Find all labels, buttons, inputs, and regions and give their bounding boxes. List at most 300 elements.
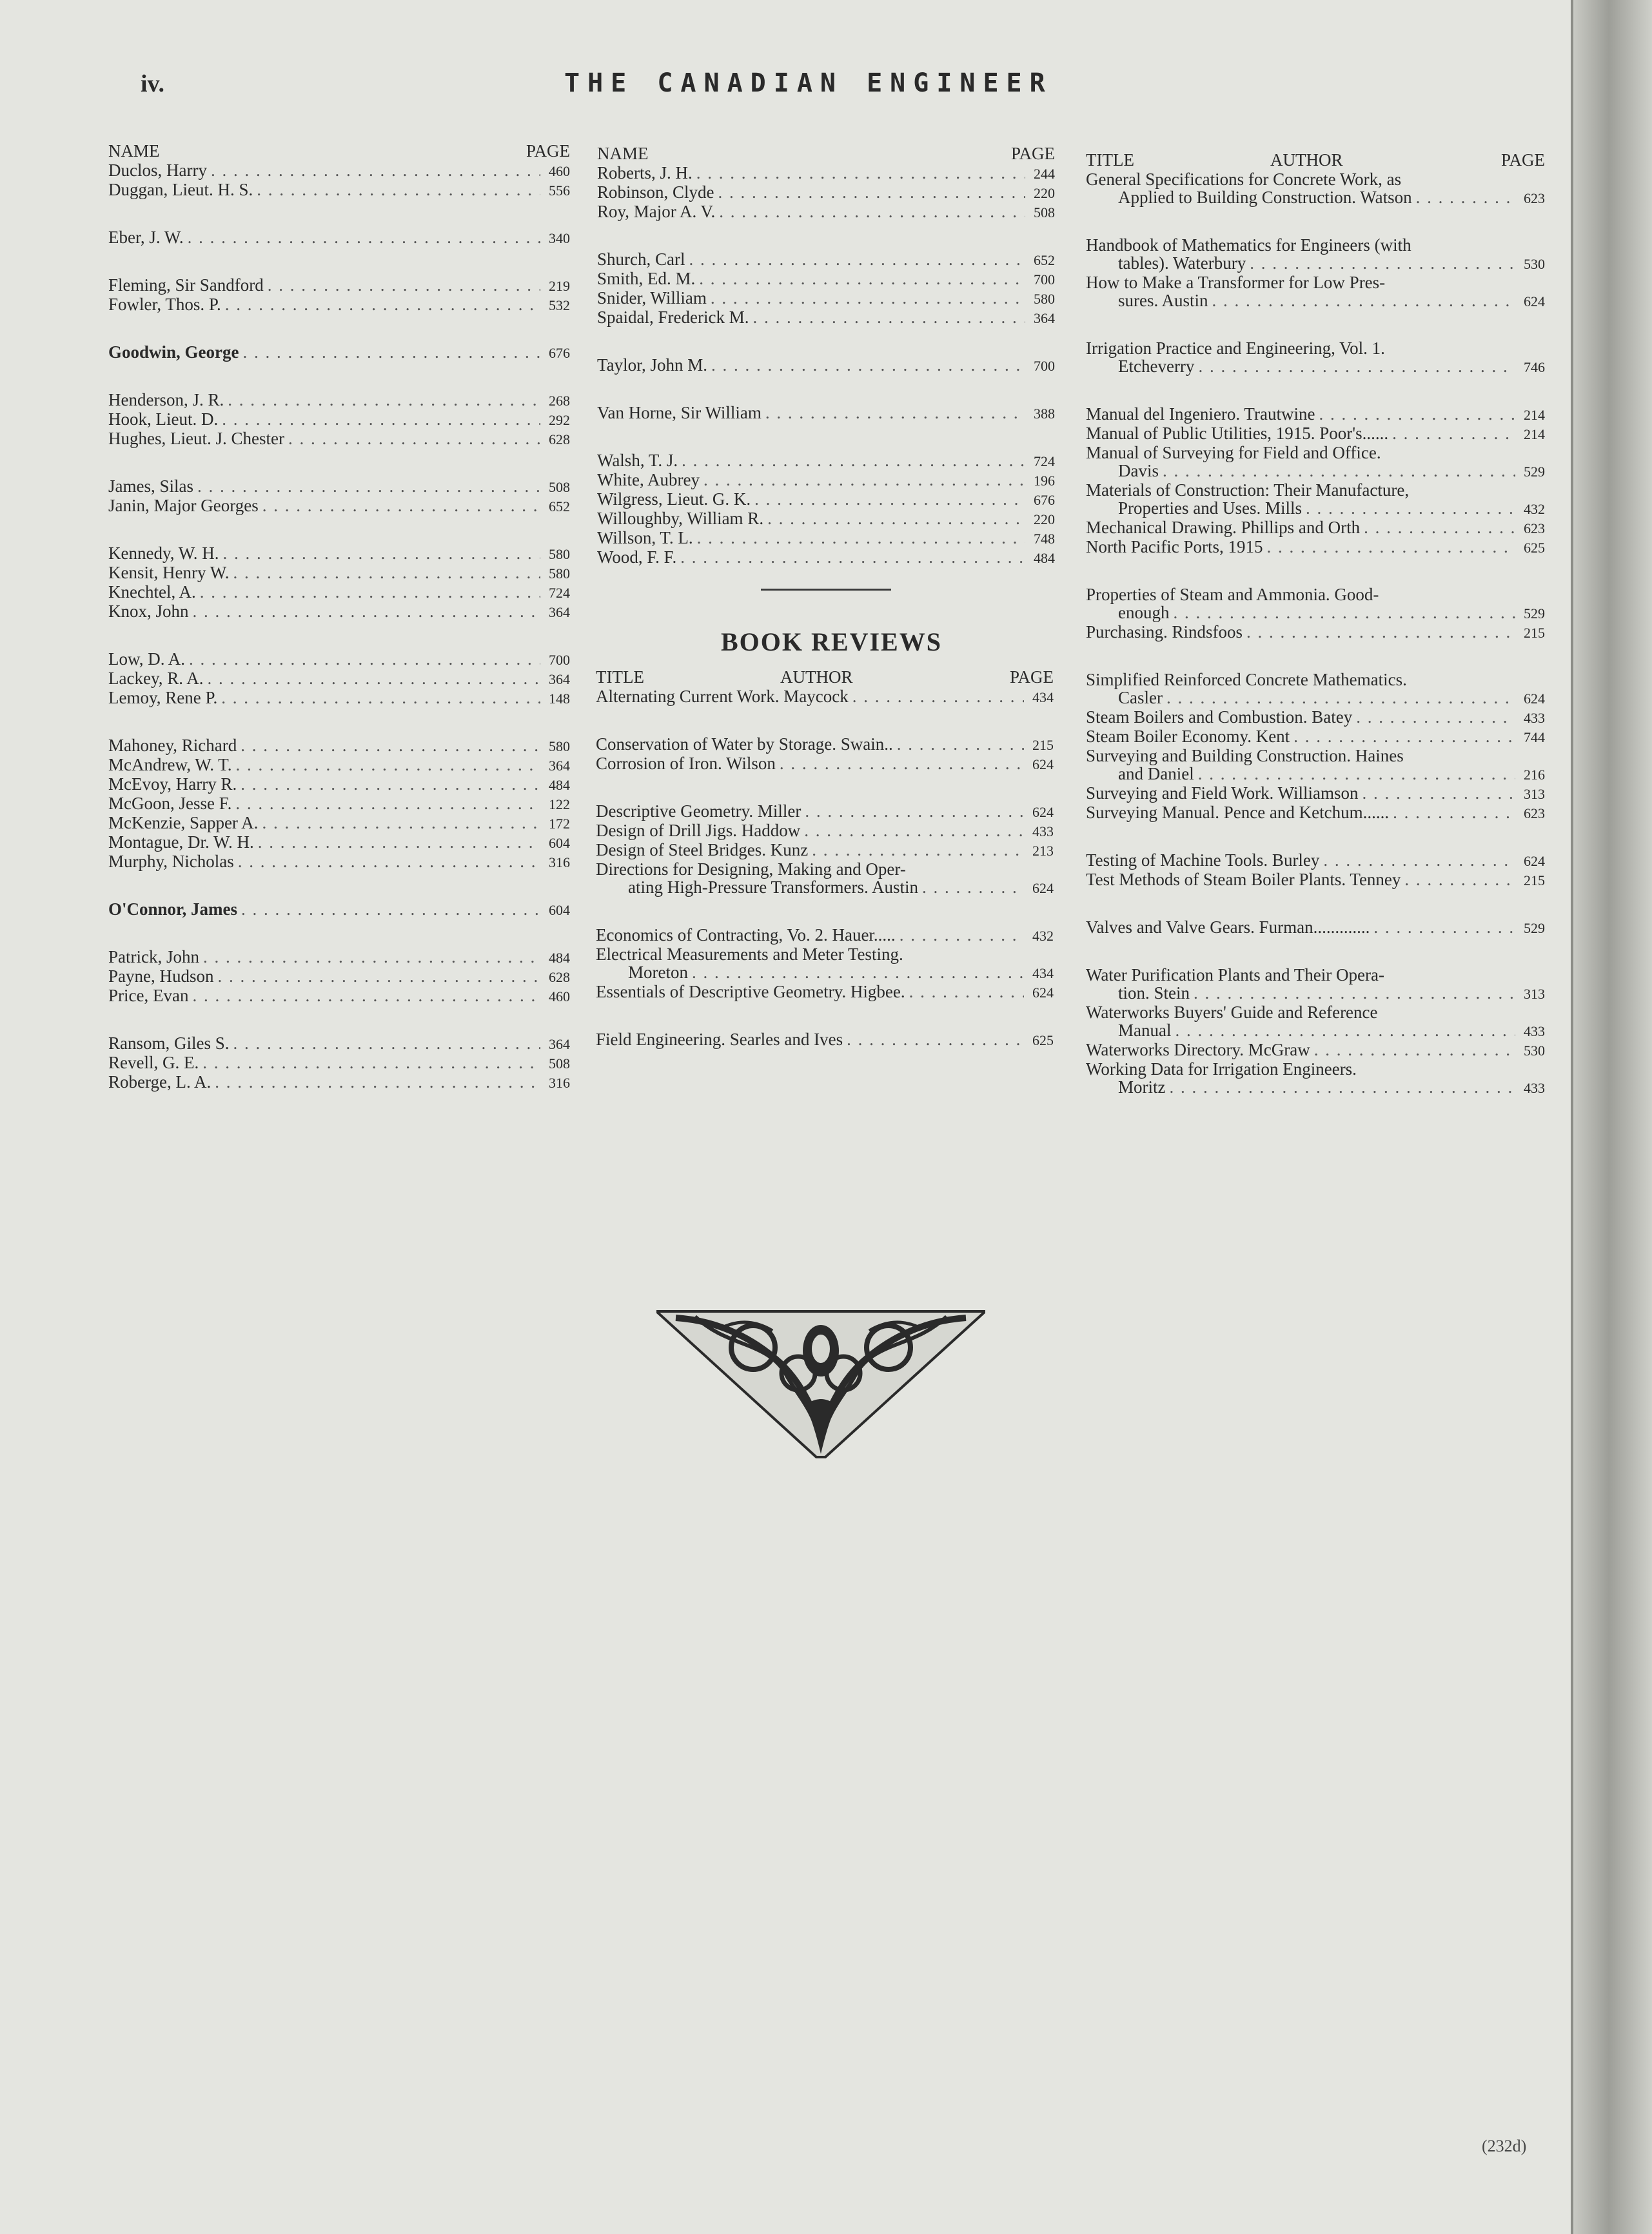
entry-page: 624 xyxy=(1524,853,1545,869)
index-entry xyxy=(108,689,570,708)
tailpiece-ornament xyxy=(656,1302,985,1467)
entry-continuation: sures. Austin xyxy=(1118,291,1208,310)
index-entry xyxy=(108,477,570,496)
entry-page: 529 xyxy=(1524,464,1545,480)
leader-dots xyxy=(1170,1078,1516,1096)
entry-page: 196 xyxy=(1034,473,1055,489)
index-entry xyxy=(596,802,1054,821)
entry-text: Wood, F. F. xyxy=(597,547,677,567)
entry-page: 530 xyxy=(1524,1043,1545,1059)
leader-dots xyxy=(200,583,540,601)
leader-dots xyxy=(897,735,1024,753)
column-header xyxy=(597,143,1055,164)
index-entry xyxy=(1086,538,1545,557)
entry-text: Fowler, Thos. P. xyxy=(108,295,221,314)
entry-page: 364 xyxy=(549,671,570,687)
entry-text: Spaidal, Frederick M. xyxy=(597,308,749,327)
index-entry xyxy=(1086,747,1545,784)
entry-continuation: Casler xyxy=(1118,688,1163,707)
index-entry xyxy=(597,183,1055,202)
leader-dots xyxy=(1323,851,1515,869)
spacer xyxy=(596,897,1054,926)
leader-dots xyxy=(711,289,1025,307)
entry-page: 724 xyxy=(1034,453,1055,469)
spacer xyxy=(108,362,570,391)
entry-page: 700 xyxy=(1034,358,1055,374)
entry-text: McGoon, Jesse F. xyxy=(108,794,232,813)
entry-text: Murphy, Nicholas xyxy=(108,852,234,871)
leader-dots xyxy=(188,228,540,246)
leader-dots xyxy=(752,308,1025,326)
entry-page: 508 xyxy=(549,1055,570,1072)
index-entry xyxy=(108,736,570,756)
entry-page: 433 xyxy=(1524,710,1545,726)
entry-page: 628 xyxy=(549,431,570,447)
entry-text: Eber, J. W. xyxy=(108,228,184,247)
index-entry xyxy=(1086,708,1545,727)
spacer xyxy=(108,919,570,948)
index-entry xyxy=(108,650,570,669)
entry-text: Revell, G. E. xyxy=(108,1053,199,1072)
spacer xyxy=(597,375,1055,404)
book-reviews-column-3 xyxy=(1086,150,1545,1097)
entry-page: 219 xyxy=(549,278,570,294)
leader-dots xyxy=(1306,499,1515,517)
leader-dots xyxy=(1166,689,1515,707)
index-entry xyxy=(108,161,570,181)
index-entry xyxy=(108,391,570,410)
entry-page: 623 xyxy=(1524,520,1545,536)
index-entry xyxy=(108,410,570,429)
spacer xyxy=(1086,311,1545,339)
leader-dots xyxy=(202,1053,540,1072)
journal-title: THE CANADIAN ENGINEER xyxy=(564,68,1053,98)
leader-dots xyxy=(233,563,540,582)
leader-dots xyxy=(718,183,1025,201)
entry-page: 532 xyxy=(549,297,570,313)
leader-dots xyxy=(221,689,540,707)
entry-text: Design of Steel Bridges. Kunz xyxy=(596,840,809,859)
entry-text: Henderson, J. R. xyxy=(108,390,224,409)
entry-page: 556 xyxy=(549,182,570,199)
entry-text: Purchasing. Rindsfoos xyxy=(1086,622,1243,642)
leader-dots xyxy=(1194,984,1515,1002)
index-entry xyxy=(1086,405,1545,424)
leader-dots xyxy=(258,833,540,851)
spacer xyxy=(108,315,570,343)
index-entry xyxy=(108,429,570,449)
index-entry xyxy=(1086,870,1545,890)
entry-text: Manual of Public Utilities, 1915. Poor's...... xyxy=(1086,424,1389,443)
index-entry xyxy=(596,821,1054,841)
entry-text: Surveying and Field Work. Williamson xyxy=(1086,783,1359,803)
leader-dots xyxy=(922,878,1024,896)
entry-page: 484 xyxy=(1034,550,1055,566)
entry-text: Field Engineering. Searles and Ives xyxy=(596,1030,843,1049)
entry-page: 624 xyxy=(1524,691,1545,707)
leader-dots xyxy=(765,404,1025,422)
entry-page: 433 xyxy=(1524,1080,1545,1096)
entry-page: 434 xyxy=(1032,965,1054,981)
entry-text: Design of Drill Jigs. Haddow xyxy=(596,821,801,840)
index-entry xyxy=(108,343,570,362)
leader-dots xyxy=(812,841,1024,859)
leader-dots xyxy=(1362,784,1515,802)
entry-page: 580 xyxy=(1034,291,1055,307)
spacer xyxy=(597,328,1055,356)
index-entry xyxy=(596,754,1054,774)
index-entry xyxy=(1086,623,1545,642)
entry-text: Roy, Major A. V. xyxy=(597,202,716,221)
leader-dots xyxy=(852,687,1024,705)
leader-dots xyxy=(1393,803,1515,821)
entry-page: 624 xyxy=(1032,880,1054,896)
entry-page: 215 xyxy=(1524,625,1545,641)
entry-text: Testing of Machine Tools. Burley xyxy=(1086,850,1320,870)
index-entry xyxy=(108,496,570,516)
index-entry xyxy=(108,833,570,852)
index-entry xyxy=(596,945,1054,983)
index-entry xyxy=(596,687,1054,707)
spacer xyxy=(108,248,570,276)
entry-page: 529 xyxy=(1524,920,1545,936)
leader-dots xyxy=(288,429,540,447)
section-divider xyxy=(761,589,891,591)
leader-dots xyxy=(900,926,1024,944)
entry-text: McAndrew, W. T. xyxy=(108,755,232,774)
header-author: AUTHOR xyxy=(1270,150,1343,170)
entry-text: Montague, Dr. W. H. xyxy=(108,832,254,852)
spacer xyxy=(596,707,1054,735)
entry-text: Steam Boiler Economy. Kent xyxy=(1086,727,1290,746)
leader-dots xyxy=(257,181,540,199)
leader-dots xyxy=(1173,603,1515,622)
index-entry xyxy=(1086,671,1545,708)
index-entry xyxy=(1086,1003,1545,1041)
spacer xyxy=(1086,208,1545,236)
index-entry xyxy=(596,1030,1054,1050)
entry-text: North Pacific Ports, 1915 xyxy=(1086,537,1263,556)
index-entry xyxy=(1086,1041,1545,1060)
entry-page: 460 xyxy=(549,163,570,179)
index-entry xyxy=(597,308,1055,328)
entry-text: Payne, Hudson xyxy=(108,966,214,986)
entry-text: Taylor, John M. xyxy=(597,355,708,375)
entry-continuation: ating High-Pressure Transformers. Austin xyxy=(628,877,918,897)
index-entry xyxy=(1086,918,1545,937)
spacer xyxy=(108,708,570,736)
entry-page: 676 xyxy=(1034,492,1055,508)
entry-text: Handbook of Mathematics for Engineers (with xyxy=(1086,235,1411,255)
leader-dots xyxy=(235,756,540,774)
entry-page: 700 xyxy=(1034,271,1055,288)
entry-page: 432 xyxy=(1032,928,1054,944)
index-entry xyxy=(108,1053,570,1073)
leader-dots xyxy=(696,164,1025,182)
spacer xyxy=(108,1006,570,1034)
entry-page: 652 xyxy=(549,498,570,514)
entry-page: 700 xyxy=(549,652,570,668)
entry-page: 316 xyxy=(549,1075,570,1091)
entry-text: Price, Evan xyxy=(108,986,189,1005)
binding-shadow xyxy=(1573,0,1652,2234)
leader-dots xyxy=(233,1034,540,1052)
leader-dots xyxy=(1293,727,1515,745)
leader-dots xyxy=(805,802,1024,820)
leader-dots xyxy=(207,669,540,687)
entry-text: Patrick, John xyxy=(108,947,199,966)
entry-page: 724 xyxy=(549,585,570,601)
leader-dots xyxy=(222,410,540,428)
index-entry xyxy=(108,276,570,295)
spacer xyxy=(108,872,570,900)
entry-page: 484 xyxy=(549,950,570,966)
leader-dots xyxy=(235,794,540,812)
entry-text: Steam Boilers and Combustion. Batey xyxy=(1086,707,1353,727)
leader-dots xyxy=(699,269,1025,288)
leader-dots xyxy=(241,900,540,918)
entry-continuation: Etcheverry xyxy=(1118,357,1195,376)
entry-page: 214 xyxy=(1524,426,1545,442)
entry-page: 746 xyxy=(1524,359,1545,375)
index-entry xyxy=(108,900,570,919)
entry-text: Test Methods of Steam Boiler Plants. Tenney xyxy=(1086,870,1401,889)
entry-text: Low, D. A. xyxy=(108,649,185,669)
name-index-column-1 xyxy=(108,141,570,1092)
entry-text: Waterworks Directory. McGraw xyxy=(1086,1040,1310,1059)
entry-text: Duggan, Lieut. H. S. xyxy=(108,180,253,199)
entry-page: 460 xyxy=(549,988,570,1004)
entry-text: Smith, Ed. M. xyxy=(597,269,696,288)
header-name: NAME xyxy=(597,144,649,163)
header-title: TITLE xyxy=(596,667,644,687)
entry-text: Alternating Current Work. Maycock xyxy=(596,687,849,706)
index-entry xyxy=(597,289,1055,308)
entry-text: James, Silas xyxy=(108,476,193,496)
entry-page: 676 xyxy=(549,345,570,361)
column-header xyxy=(596,667,1054,687)
index-entry xyxy=(596,841,1054,860)
entry-page: 580 xyxy=(549,565,570,582)
page-number: iv. xyxy=(141,70,164,97)
leader-dots xyxy=(228,391,540,409)
index-entry xyxy=(1086,236,1545,273)
leader-dots xyxy=(211,161,540,179)
index-entry xyxy=(1086,851,1545,870)
leader-dots xyxy=(1364,518,1515,536)
index-entry xyxy=(1086,966,1545,1003)
entry-page: 580 xyxy=(549,546,570,562)
entry-page: 433 xyxy=(1032,823,1054,839)
spacer xyxy=(597,222,1055,250)
leader-dots xyxy=(689,250,1025,268)
index-entry xyxy=(1086,585,1545,623)
entry-page: 220 xyxy=(1034,185,1055,201)
leader-dots xyxy=(197,477,540,495)
entry-text: Lemoy, Rene P. xyxy=(108,688,218,707)
entry-page: 624 xyxy=(1032,985,1054,1001)
entry-page: 529 xyxy=(1524,605,1545,622)
index-entry xyxy=(596,735,1054,754)
leader-dots xyxy=(1175,1021,1515,1039)
index-entry xyxy=(1086,424,1545,444)
index-entry xyxy=(596,926,1054,945)
entry-page: 340 xyxy=(549,230,570,246)
index-entry xyxy=(1086,518,1545,538)
entry-text: Ransom, Giles S. xyxy=(108,1034,230,1053)
entry-page: 313 xyxy=(1524,786,1545,802)
entry-page: 213 xyxy=(1032,843,1054,859)
leader-dots xyxy=(909,983,1024,1001)
index-entry xyxy=(108,794,570,814)
entry-page: 623 xyxy=(1524,190,1545,206)
leader-dots xyxy=(222,544,540,562)
leader-dots xyxy=(189,650,540,668)
entry-text: McEvoy, Harry R. xyxy=(108,774,237,794)
entry-text: Surveying and Building Construction. Haines xyxy=(1086,746,1404,765)
spacer xyxy=(1086,937,1545,966)
index-entry xyxy=(108,986,570,1006)
entry-text: Janin, Major Georges xyxy=(108,496,259,515)
entry-page: 292 xyxy=(549,412,570,428)
entry-page: 122 xyxy=(549,796,570,812)
entry-continuation: Moritz xyxy=(1118,1077,1166,1097)
entry-page: 244 xyxy=(1034,166,1055,182)
entry-page: 530 xyxy=(1524,256,1545,272)
leader-dots xyxy=(1266,538,1515,556)
leader-dots xyxy=(1314,1041,1515,1059)
column-header xyxy=(1086,150,1545,170)
entry-page: 625 xyxy=(1032,1032,1054,1048)
spacer xyxy=(596,1002,1054,1030)
leader-dots xyxy=(218,967,541,985)
entry-text: McKenzie, Sapper A. xyxy=(108,813,259,832)
entry-text: Goodwin, George xyxy=(108,342,239,362)
entry-text: Simplified Reinforced Concrete Mathematics. xyxy=(1086,670,1407,689)
index-entry xyxy=(108,181,570,200)
leader-dots xyxy=(804,821,1024,839)
index-entry xyxy=(108,583,570,602)
entry-text: Kensit, Henry W. xyxy=(108,563,230,582)
entry-page: 748 xyxy=(1034,531,1055,547)
spacer xyxy=(108,622,570,650)
entry-page: 604 xyxy=(549,902,570,918)
entry-page: 268 xyxy=(549,393,570,409)
entry-page: 220 xyxy=(1034,511,1055,527)
book-reviews-column xyxy=(596,667,1054,1050)
index-entry xyxy=(108,1034,570,1053)
entry-text: Economics of Contracting, Vo. 2. Hauer..... xyxy=(596,925,896,945)
entry-text: O'Connor, James xyxy=(108,899,238,919)
index-entry xyxy=(1086,481,1545,518)
leader-dots xyxy=(680,548,1025,566)
entry-text: Shurch, Carl xyxy=(597,250,685,269)
index-entry xyxy=(596,983,1054,1002)
leader-dots xyxy=(703,471,1025,489)
entry-text: Water Purification Plants and Their Opera- xyxy=(1086,965,1384,985)
leader-dots xyxy=(1198,765,1515,783)
entry-page: 214 xyxy=(1524,407,1545,423)
spacer xyxy=(108,449,570,477)
spacer xyxy=(108,516,570,544)
entry-continuation: Manual xyxy=(1118,1021,1172,1040)
leader-dots xyxy=(1163,462,1515,480)
entry-text: Directions for Designing, Making and Oper- xyxy=(596,859,906,879)
entry-text: Willoughby, William R. xyxy=(597,509,764,528)
header-author: AUTHOR xyxy=(780,667,853,687)
entry-page: 628 xyxy=(549,969,570,985)
entry-text: Essentials of Descriptive Geometry. Higbee. xyxy=(596,982,905,1001)
index-entry xyxy=(108,852,570,872)
entry-page: 364 xyxy=(549,604,570,620)
entry-text: Van Horne, Sir William xyxy=(597,403,762,422)
header-page: PAGE xyxy=(1010,144,1055,163)
entry-text: Waterworks Buyers' Guide and Reference xyxy=(1086,1003,1378,1022)
header-page: PAGE xyxy=(526,141,570,161)
index-entry xyxy=(597,202,1055,222)
entry-text: Robinson, Clyde xyxy=(597,182,714,202)
index-entry xyxy=(1086,1060,1545,1097)
entry-text: Corrosion of Iron. Wilson xyxy=(596,754,776,773)
index-entry xyxy=(597,451,1055,471)
header-page: PAGE xyxy=(1009,667,1054,687)
index-entry xyxy=(597,250,1055,269)
entry-text: Roberge, L. A. xyxy=(108,1072,211,1092)
index-entry xyxy=(597,269,1055,289)
index-entry xyxy=(596,860,1054,897)
entry-text: Wilgress, Lieut. G. K. xyxy=(597,489,751,509)
leader-dots xyxy=(225,295,540,313)
entry-text: Roberts, J. H. xyxy=(597,163,693,182)
spacer xyxy=(596,774,1054,802)
index-entry xyxy=(597,356,1055,375)
entry-page: 623 xyxy=(1524,805,1545,821)
index-entry xyxy=(108,544,570,563)
index-entry xyxy=(1086,784,1545,803)
spacer xyxy=(1086,557,1545,585)
entry-page: 604 xyxy=(549,835,570,851)
leader-dots xyxy=(1250,254,1515,272)
printer-mark: (232d) xyxy=(1482,2137,1527,2155)
entry-page: 216 xyxy=(1524,767,1545,783)
spacer xyxy=(1086,377,1545,405)
index-entry xyxy=(1086,727,1545,747)
entry-page: 364 xyxy=(549,758,570,774)
index-entry xyxy=(1086,339,1545,377)
entry-text: Knox, John xyxy=(108,602,189,621)
index-entry xyxy=(597,471,1055,490)
entry-text: How to Make a Transformer for Low Pres- xyxy=(1086,273,1386,292)
index-entry xyxy=(108,967,570,986)
leader-dots xyxy=(241,736,540,754)
leader-dots xyxy=(1246,623,1515,641)
index-entry xyxy=(597,529,1055,548)
entry-text: Surveying Manual. Pence and Ketchum...... xyxy=(1086,803,1390,822)
entry-text: Properties of Steam and Ammonia. Good- xyxy=(1086,585,1379,604)
entry-text: Materials of Construction: Their Manufacture, xyxy=(1086,480,1410,500)
index-entry xyxy=(597,164,1055,183)
entry-page: 744 xyxy=(1524,729,1545,745)
entry-continuation: Applied to Building Construction. Watson xyxy=(1118,188,1412,207)
entry-continuation: tables). Waterbury xyxy=(1118,253,1246,273)
spacer xyxy=(1086,823,1545,851)
entry-text: Manual of Surveying for Field and Office. xyxy=(1086,443,1381,462)
index-entry xyxy=(108,948,570,967)
entry-text: White, Aubrey xyxy=(597,470,700,489)
entry-text: Snider, William xyxy=(597,288,707,308)
index-entry xyxy=(597,490,1055,509)
header-page: PAGE xyxy=(1500,150,1545,170)
